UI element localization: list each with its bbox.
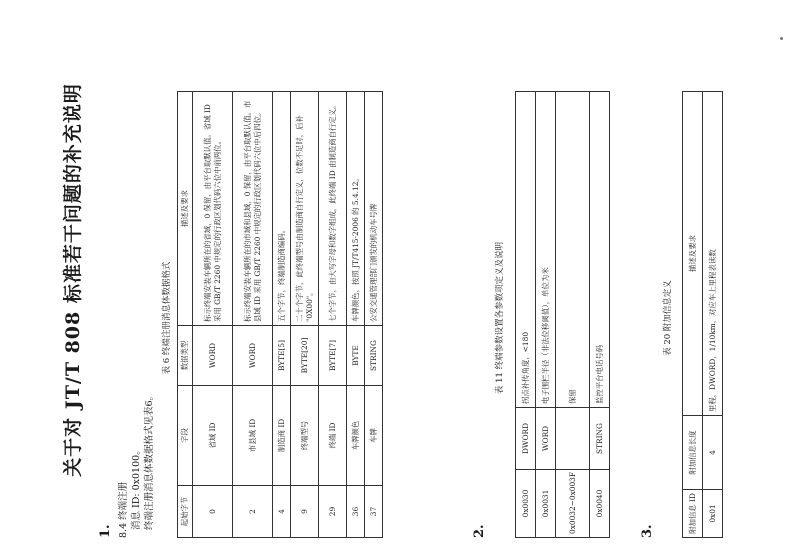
table-cell: 标示终端安装车辆所在的省域，0 保留，由平台取默认值。省域 ID 采用 GB/T 2260 中规定的行政区划代码六位中前两位。	[193, 92, 233, 326]
table-6-header-start-byte: 起始字节	[178, 486, 193, 538]
table-cell: WORD	[193, 326, 233, 386]
table-cell: 里程，DWORD，1/10km，对应车上里程表读数	[703, 92, 723, 416]
table-11-caption: 表 11 终端参数设置各参数项定义及说明	[495, 241, 505, 395]
scan-speck	[780, 37, 783, 40]
table-cell: WORD	[233, 326, 273, 386]
table-row	[556, 92, 590, 538]
document-title: 关于对 JT/T 808 标准若干问题的补充说明	[62, 83, 84, 477]
section-1-line-3: 终端注册消息体数据格式见表6。	[144, 390, 155, 530]
table-cell: 标示终端安装车辆所在的市域和县域，0 保留，由平台取默认值。市县域 ID 采用 GB/T 2260 中规定的行政区划代码六位中后四位。	[233, 92, 273, 326]
table-row	[291, 92, 319, 538]
table-cell: 七个字节，由大写字母和数字组成，此终端 ID 由制造商自行定义。	[319, 92, 347, 326]
table-row	[347, 92, 365, 538]
table-cell: 36	[347, 486, 365, 538]
table-cell: 拐点补传角度，<180	[516, 92, 536, 408]
table-cell: 车牌	[365, 386, 383, 486]
table-6-caption: 表 6 终端注册消息体数据格式	[162, 261, 172, 375]
table-cell: 0x01	[703, 490, 723, 538]
table-cell: 0x0040	[590, 470, 610, 538]
table-cell: BYTE[20]	[291, 326, 319, 386]
table-cell: 4	[703, 416, 723, 490]
table-row	[590, 92, 610, 538]
table-cell: 0x0031	[536, 470, 556, 538]
table-row	[516, 92, 536, 538]
table-20-header-row	[683, 92, 703, 538]
section-2-number: 2.	[472, 524, 487, 538]
table-row	[703, 92, 723, 538]
table-cell: WORD	[536, 408, 556, 470]
table-cell: 0	[193, 486, 233, 538]
table-row	[233, 92, 273, 538]
table-cell: 0x0030	[516, 470, 536, 538]
table-cell: STRING	[365, 326, 383, 386]
table-cell: 保留	[556, 92, 590, 408]
table-row	[273, 92, 291, 538]
table-cell: BYTE	[347, 326, 365, 386]
section-3-number: 3.	[640, 524, 655, 538]
table-cell: 公安交通管理部门颁发的机动车号牌	[365, 92, 383, 326]
table-cell: 车牌颜色，按照 JT/T415-2006 的 5.4.12。	[347, 92, 365, 326]
table-20-header-id: 附加信息 ID	[683, 490, 703, 538]
table-20-header-description: 描述及要求	[683, 92, 703, 416]
table-cell: DWORD	[516, 408, 536, 470]
table-cell: 市县域 ID	[233, 386, 273, 486]
table-cell: 终端 ID	[319, 386, 347, 486]
table-20-caption: 表 20 附加信息定义	[663, 280, 673, 356]
table-cell	[556, 408, 590, 470]
table-cell: 29	[319, 486, 347, 538]
table-6	[177, 91, 383, 538]
table-cell: 制造商 ID	[273, 386, 291, 486]
table-cell: 9	[291, 486, 319, 538]
table-cell: 车牌颜色	[347, 386, 365, 486]
section-1-number: 1.	[98, 524, 113, 538]
table-cell: 4	[273, 486, 291, 538]
table-6-header-field: 字段	[178, 386, 193, 486]
table-cell: 电子围栏半径（非法位移阈值），单位为米	[536, 92, 556, 408]
table-cell: 五个字节，终端制造商编码。	[273, 92, 291, 326]
table-cell: 二十个字节，此终端型号由制造商自行定义，位数不足时，后补 "0X00"。	[291, 92, 319, 326]
table-6-header-description: 描述及要求	[178, 92, 193, 326]
table-cell: 终端型号	[291, 386, 319, 486]
table-cell: BYTE[7]	[319, 326, 347, 386]
table-20-header-length: 附加信息长度	[683, 416, 703, 490]
table-row	[193, 92, 233, 538]
table-row	[319, 92, 347, 538]
table-row	[365, 92, 383, 538]
table-6-header-type: 数据类型	[178, 326, 193, 386]
table-row	[536, 92, 556, 538]
table-11	[515, 91, 610, 538]
table-cell: 37	[365, 486, 383, 538]
table-cell: STRING	[590, 408, 610, 470]
section-1-line-1: 8.4 终端注册	[118, 481, 129, 538]
table-cell: BYTE[5]	[273, 326, 291, 386]
table-6-header-row	[178, 92, 193, 538]
table-cell: 2	[233, 486, 273, 538]
table-20	[682, 91, 723, 538]
table-cell: 0x0032~0x003F	[556, 470, 590, 538]
table-cell: 省域 ID	[193, 386, 233, 486]
section-1-line-2: 消息 ID: 0x0100。	[131, 445, 142, 530]
table-cell: 监控平台电话号码	[590, 92, 610, 408]
